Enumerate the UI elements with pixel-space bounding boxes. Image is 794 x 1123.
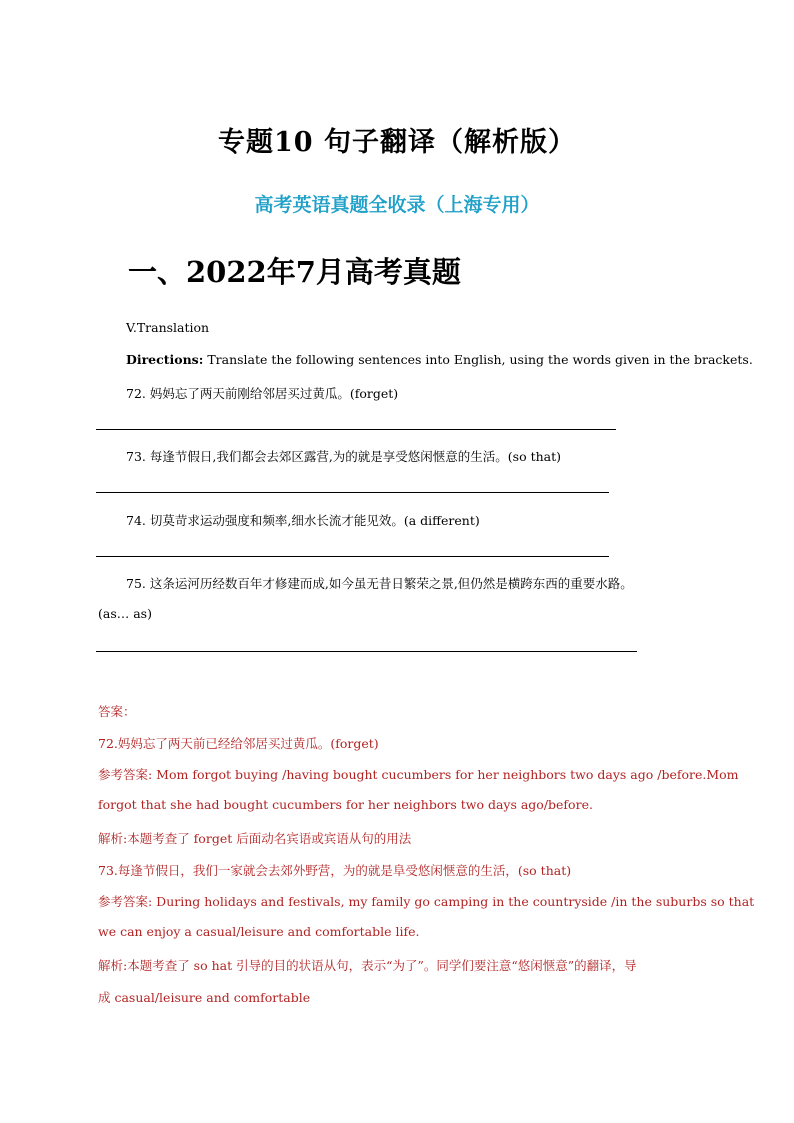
- answer-line: we can enjoy a casual/leisure and comfortable life.: [98, 924, 420, 939]
- page-title: 专题10 句子翻译（解析版）: [218, 127, 576, 158]
- section-heading: 一、2022年7月高考真题: [128, 255, 461, 289]
- answer-line: 参考答案: During holidays and festivals, my family go camping in the countryside /in the suburbs so that: [98, 894, 755, 909]
- answer-line: 72.妈妈忘了两天前已经给邻居买过黄瓜。(forget): [98, 736, 379, 751]
- answer-line: 73.每逢节假日，我们一家就会去郊外野营，为的就是阜受悠闲惬意的生活，(so that): [98, 863, 572, 878]
- question-74: 74. 切莫苛求运动强度和频率,细水长流才能见效。(a different): [126, 513, 480, 528]
- answer-line-74: [96, 556, 609, 557]
- directions-label: Directions:: [126, 352, 204, 367]
- question-75-continuation: (as… as): [98, 606, 152, 621]
- directions-text: Translate the following sentences into English, using the words given in the brackets.: [203, 352, 753, 367]
- answer-line-72: [96, 429, 616, 430]
- answer-line: forgot that she had bought cucumbers for her neighbors two days ago/before.: [98, 797, 593, 812]
- directions: [126, 352, 753, 367]
- answer-heading: 答案：: [98, 704, 136, 719]
- answer-line-73: [96, 492, 609, 493]
- answer-line-75: [96, 651, 637, 652]
- answer-line: 参考答案: Mom forgot buying /having bought cucumbers for her neighbors two days ago /before.Mom: [98, 767, 739, 782]
- answer-line: 解析:本题考查了 forget 后面动名宾语或宾语从句的用法: [98, 831, 412, 846]
- answer-line: 解析:本题考查了 so hat 引导的目的状语从句，表示“为了”。同学们要注意“悠闲惬意”的翻译，导: [98, 958, 637, 973]
- part-label: V.Translation: [126, 320, 210, 335]
- question-72: 72. 妈妈忘了两天前刚给邻居买过黄瓜。(forget): [126, 386, 399, 401]
- question-73: 73. 每逢节假日,我们都会去郊区露营,为的就是享受悠闲惬意的生活。(so that): [126, 449, 562, 464]
- question-75: 75. 这条运河历经数百年才修建而成,如今虽无昔日繁荣之景,但仍然是横跨东西的重要水路。: [126, 576, 633, 591]
- page-subtitle: 高考英语真题全收录（上海专用）: [254, 194, 540, 216]
- answer-line: 成 casual/leisure and comfortable: [98, 990, 311, 1005]
